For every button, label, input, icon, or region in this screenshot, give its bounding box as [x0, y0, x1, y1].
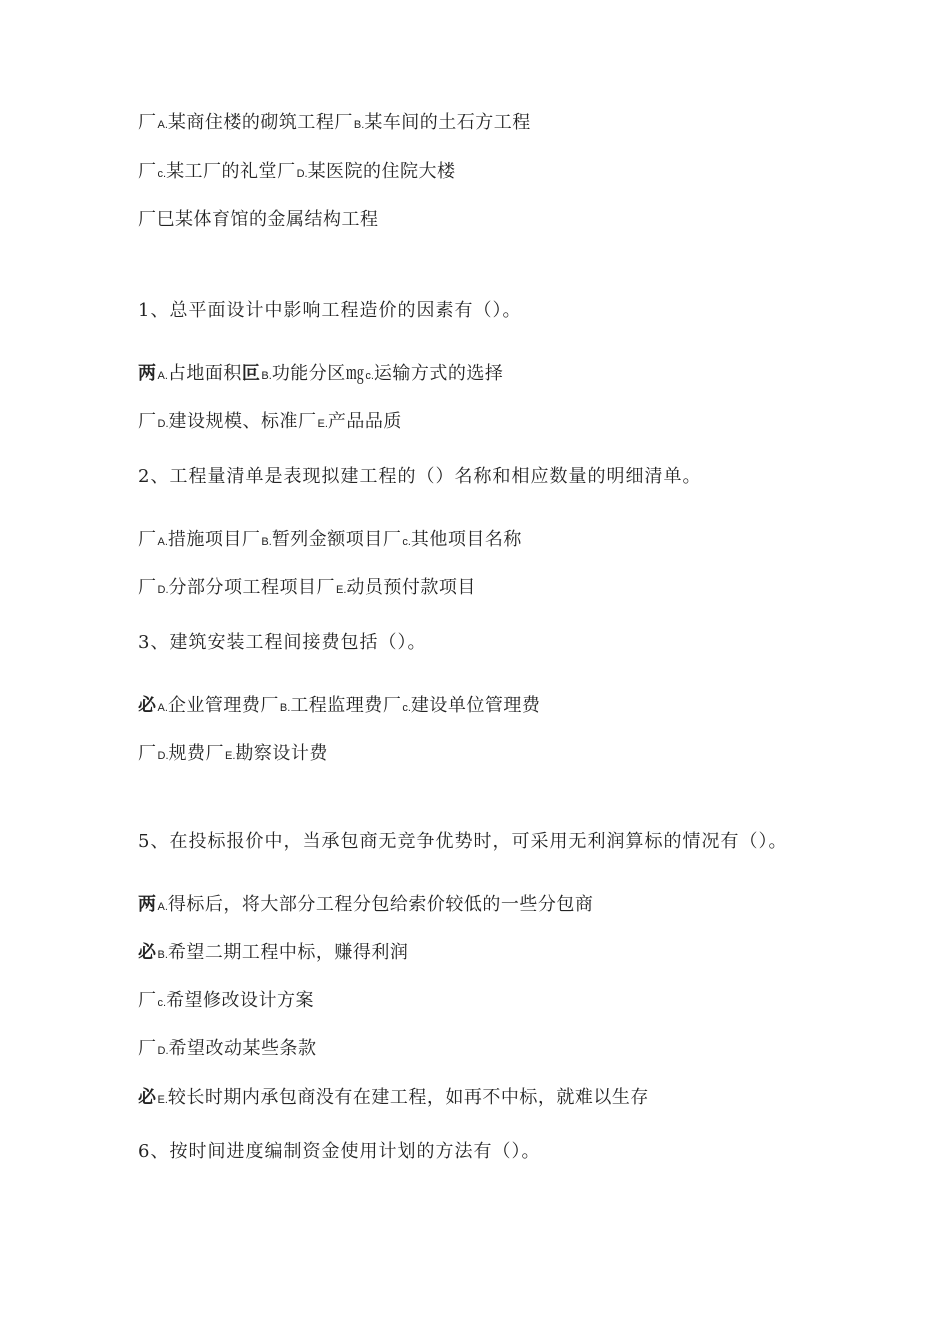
- option-letter: E.: [225, 750, 236, 762]
- option-marker: 厂: [382, 695, 402, 716]
- option-text: 建设规模、标准: [168, 411, 298, 432]
- option-letter: D.: [157, 750, 169, 762]
- option-text: 工程监理费: [290, 695, 383, 716]
- option-marker: 厂: [241, 529, 261, 550]
- option-line: [138, 208, 379, 232]
- option-text: 某医院的住院大楼: [307, 161, 456, 182]
- option-marker: 厂: [298, 411, 317, 432]
- option-letter: E.: [157, 1094, 168, 1106]
- option-marker: 厂巳: [138, 209, 175, 230]
- option-letter: c.: [402, 536, 411, 548]
- option-text: 某车间的土石方工程: [364, 112, 531, 133]
- option-text: 希望修改设计方案: [166, 990, 315, 1011]
- option-letter: B.: [261, 536, 272, 548]
- option-letter: c.: [157, 997, 167, 1009]
- option-marker: 必: [138, 1087, 157, 1108]
- option-text: 企业管理费: [167, 695, 261, 716]
- option-letter: A.: [157, 370, 168, 382]
- option-letter: E.: [317, 418, 328, 430]
- question-line: [138, 830, 787, 854]
- option-text: 措施项目: [167, 529, 242, 550]
- option-line: [138, 111, 531, 137]
- option-letter: D.: [157, 584, 169, 596]
- option-line: [138, 1086, 649, 1112]
- option-line: [138, 989, 314, 1015]
- option-letter: B.: [353, 119, 365, 131]
- option-text: 某工厂的礼堂: [166, 161, 278, 182]
- option-text: 某商住楼的砌筑工程: [167, 112, 335, 133]
- option-marker: 厂: [277, 161, 296, 182]
- option-text: 占地面积: [167, 363, 242, 384]
- option-text: 动员预付款项目: [346, 577, 476, 598]
- option-marker: 厂: [205, 743, 224, 764]
- option-letter: A.: [157, 901, 168, 913]
- option-marker: 厂: [138, 990, 157, 1011]
- option-text: 产品品质: [327, 411, 402, 432]
- option-text: 暂列金额项目: [271, 529, 383, 550]
- option-letter: B.: [279, 702, 291, 714]
- question-line: [138, 1140, 540, 1164]
- option-marker: 厂: [138, 112, 157, 133]
- option-marker: 两: [138, 894, 157, 915]
- option-line: [138, 694, 540, 720]
- option-marker: 厂: [138, 743, 157, 764]
- option-line: [138, 742, 328, 768]
- question-line: [138, 465, 701, 489]
- question-text: 3、建筑安装工程间接费包括（）。: [138, 632, 427, 653]
- option-text: 勘察设计费: [235, 743, 328, 764]
- option-letter: A.: [157, 536, 168, 548]
- option-letter: c.: [402, 702, 411, 714]
- option-letter: D.: [296, 168, 308, 180]
- option-text: 功能分区: [271, 363, 346, 384]
- option-letter: A.: [157, 702, 168, 714]
- option-letter: D.: [157, 1045, 169, 1057]
- option-letter: A.: [157, 119, 168, 131]
- option-text: 希望二期工程中标，赚得利润: [167, 942, 409, 963]
- option-line: [138, 1037, 317, 1063]
- option-marker: 厂: [260, 695, 279, 716]
- question-text: 5、在投标报价中，当承包商无竞争优势时，可采用无利润算标的情况有（）。: [138, 831, 788, 852]
- option-line: [138, 576, 476, 602]
- option-text: 运输方式的选择: [373, 363, 504, 384]
- option-text: 较长时期内承包商没有在建工程，如再不中标，就难以生存: [167, 1087, 649, 1108]
- option-text: 得标后，将大部分工程分包给索价较低的一些分包商: [167, 894, 594, 915]
- option-line: [138, 410, 402, 436]
- option-marker: 必: [138, 942, 157, 963]
- question-text: 2、工程量清单是表现拟建工程的（）名称和相应数量的明细清单。: [138, 466, 702, 487]
- option-line: [138, 941, 408, 967]
- option-letter: E.: [336, 584, 347, 596]
- question-text: 6、按时间进度编制资金使用计划的方法有（）。: [138, 1141, 541, 1162]
- option-marker: 厂: [316, 577, 335, 598]
- option-line: [138, 362, 503, 388]
- option-letter: D.: [157, 418, 169, 430]
- question-line: [138, 631, 426, 655]
- option-line: [138, 160, 456, 186]
- option-text: 其他项目名称: [410, 529, 522, 550]
- option-letter: c.: [157, 168, 167, 180]
- option-marker: 厂: [138, 577, 157, 598]
- option-marker: 两: [138, 363, 157, 384]
- option-line: [138, 893, 593, 919]
- option-marker: 厂: [382, 529, 402, 550]
- option-marker: 厂: [138, 529, 157, 550]
- option-line: [138, 528, 522, 554]
- option-marker: 厂: [138, 161, 157, 182]
- question-text: 1、总平面设计中影响工程造价的因素有（）。: [138, 300, 522, 321]
- option-marker: 厂: [138, 411, 157, 432]
- option-text: 分部分项工程项目: [168, 577, 317, 598]
- option-marker: 厂: [334, 112, 353, 133]
- option-letter: B.: [261, 370, 272, 382]
- option-marker: 叵: [241, 363, 261, 384]
- option-marker: 厂: [138, 1038, 157, 1059]
- option-marker: ㎎: [345, 363, 365, 384]
- option-text: 某体育馆的金属结构工程: [175, 209, 379, 230]
- option-text: 建设单位管理费: [410, 695, 541, 716]
- option-letter: B.: [157, 949, 168, 961]
- question-line: [138, 299, 521, 323]
- option-text: 希望改动某些条款: [168, 1038, 317, 1059]
- option-letter: c.: [365, 370, 374, 382]
- option-text: 规费: [168, 743, 206, 764]
- option-marker: 必: [138, 695, 157, 716]
